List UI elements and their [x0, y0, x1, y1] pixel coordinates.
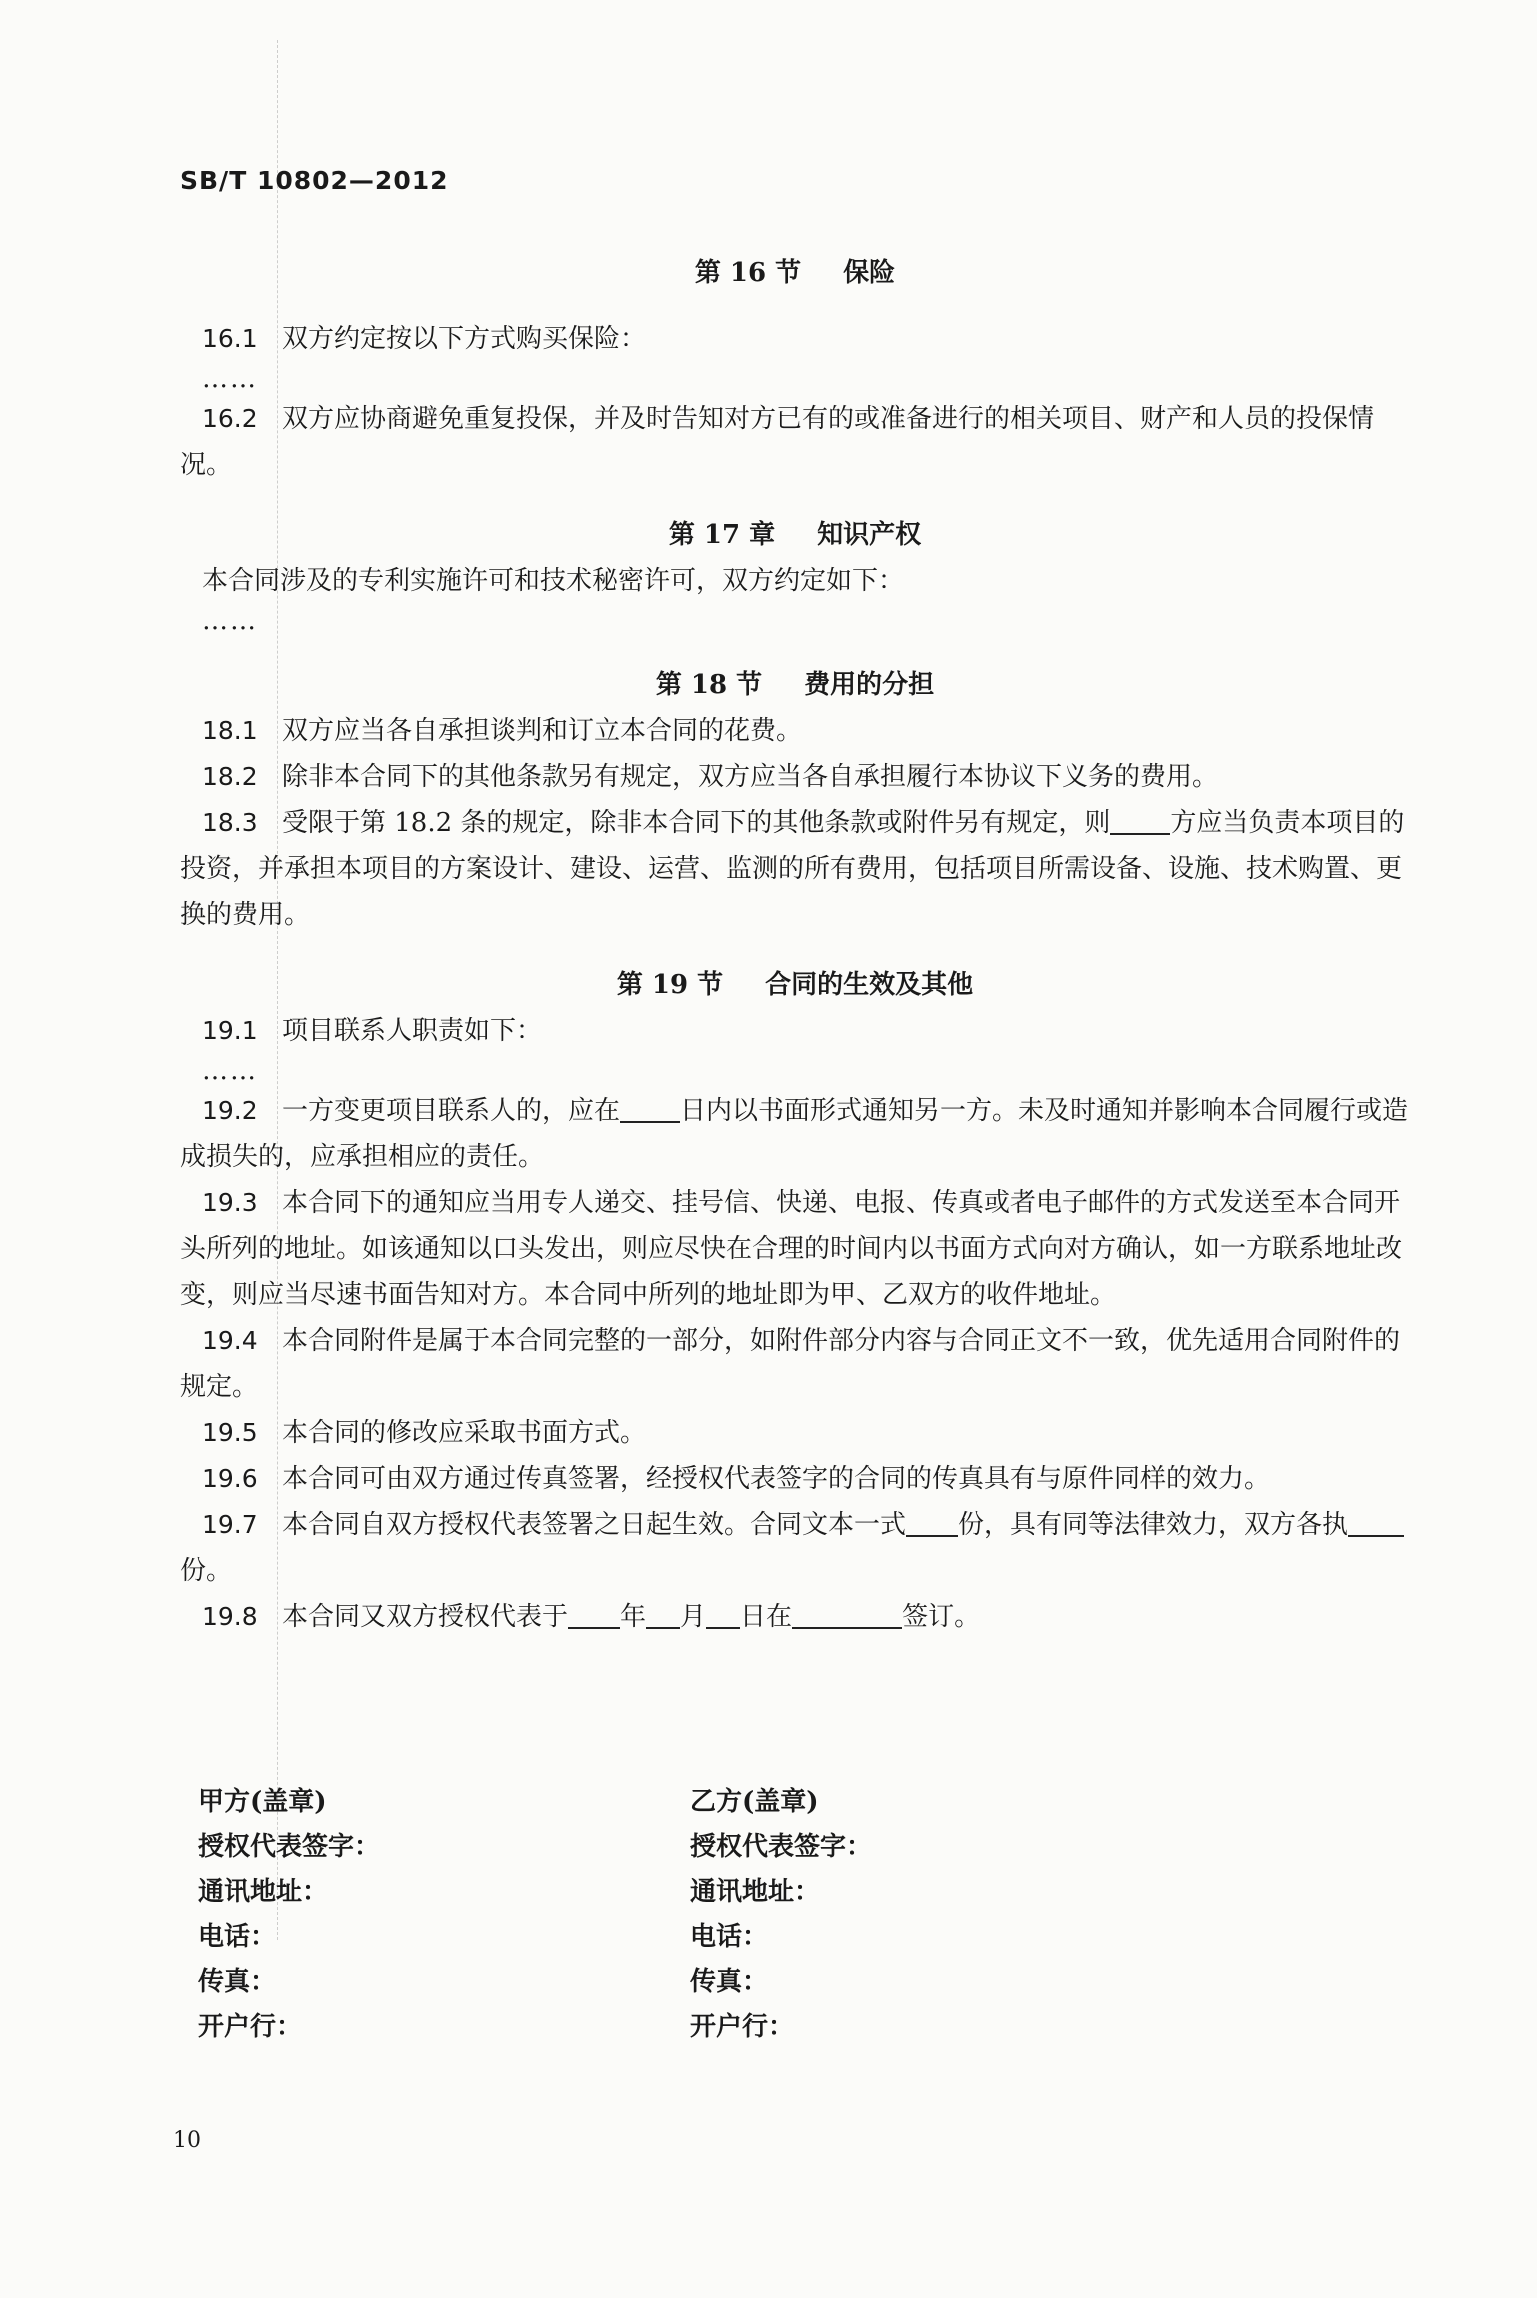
section-16-heading: [180, 250, 1410, 296]
ellipsis: ……: [202, 1056, 258, 1086]
party-b-seal: 乙方(盖章): [690, 1787, 819, 1817]
party-a-bank: 开户行：: [198, 2012, 303, 2042]
fill-blank: [1348, 1509, 1404, 1537]
ellipsis: ……: [202, 364, 258, 394]
section-number: 第 17 章: [668, 520, 776, 550]
clause-text: 一方变更项目联系人的，应在: [282, 1096, 621, 1126]
section-18-heading: [180, 662, 1410, 708]
clause-text: 本合同自双方授权代表签署之日起生效。合同文本一式: [282, 1510, 907, 1540]
section-17-intro: 本合同涉及的专利实施许可和技术秘密许可，双方约定如下：: [202, 566, 905, 596]
page-number: 10: [173, 2128, 201, 2153]
clause-text: 双方约定按以下方式购买保险：: [282, 324, 647, 354]
clause-number: 19.7: [202, 1510, 258, 1539]
clause-16-1: [180, 316, 1410, 362]
clause-text: 除非本合同下的其他条款另有规定，双方应当各自承担履行本协议下义务的费用。: [282, 762, 1219, 792]
party-a-fax: 传真：: [198, 1967, 277, 1997]
section-number: 第 18 节: [655, 670, 763, 700]
clause-text: 月: [680, 1602, 707, 1632]
section-number: 第 19 节: [616, 970, 724, 1000]
clause-number: 16.2: [202, 404, 258, 433]
clause-19-6: [180, 1456, 1410, 1502]
clause-18-1: [180, 708, 1410, 754]
fill-blank: [792, 1601, 902, 1629]
clause-18-2: [180, 754, 1410, 800]
clause-19-4: [180, 1318, 1410, 1410]
clause-19-1: [180, 1008, 1410, 1054]
clause-text: 本合同又双方授权代表于: [282, 1602, 569, 1632]
clause-19-2: [180, 1088, 1410, 1180]
party-b-address: 通讯地址：: [690, 1877, 821, 1907]
clause-18-3: [180, 800, 1410, 938]
section-19-heading: [180, 962, 1410, 1008]
clause-text: 项目联系人职责如下：: [282, 1016, 543, 1046]
party-b-fax: 传真：: [690, 1967, 769, 1997]
clause-number: 19.2: [202, 1096, 258, 1125]
clause-number: 18.1: [202, 716, 258, 745]
party-a-phone: 电话：: [198, 1922, 277, 1952]
section-title: 知识产权: [817, 520, 922, 550]
ellipsis: ……: [202, 606, 258, 636]
party-a-block: [198, 1780, 658, 2050]
clause-number: 19.1: [202, 1016, 258, 1045]
clause-19-7: [180, 1502, 1410, 1594]
clause-text: 方应当负责本项目的投资，并承担本项目的方案设计、建设、运营、监测的所有费用，包括项目所需设备、设施、技术购置、更换的费用。: [180, 808, 1405, 930]
fill-blank: [906, 1509, 958, 1537]
clause-text: 份。: [180, 1556, 233, 1586]
standard-number: SB/T 10802—2012: [180, 166, 449, 195]
clause-text: 年: [620, 1602, 647, 1632]
clause-number: 19.6: [202, 1464, 258, 1493]
fill-blank: [568, 1601, 620, 1629]
clause-number: 19.4: [202, 1326, 258, 1355]
document-body: [180, 250, 1410, 1640]
party-b-phone: 电话：: [690, 1922, 769, 1952]
clause-text: 份，具有同等法律效力，双方各执: [958, 1510, 1349, 1540]
clause-text: 双方应协商避免重复投保，并及时告知对方已有的或准备进行的相关项目、财产和人员的投保情况。: [180, 404, 1375, 480]
clause-text: 日在: [740, 1602, 793, 1632]
fill-blank: [646, 1601, 680, 1629]
clause-19-5: [180, 1410, 1410, 1456]
party-b-bank: 开户行：: [690, 2012, 795, 2042]
clause-number: 19.8: [202, 1602, 258, 1631]
clause-number: 18.2: [202, 762, 258, 791]
party-a-address: 通讯地址：: [198, 1877, 329, 1907]
clause-text: 日内以书面形式通知另一方。未及时通知并影响本合同履行或造成损失的，应承担相应的责任。: [180, 1096, 1409, 1172]
clause-text: 本合同附件是属于本合同完整的一部分，如附件部分内容与合同正文不一致，优先适用合同附件的规定。: [180, 1326, 1401, 1402]
fill-blank: [620, 1095, 680, 1123]
clause-text: 本合同的修改应采取书面方式。: [282, 1418, 647, 1448]
section-title: 合同的生效及其他: [765, 970, 974, 1000]
section-number: 第 16 节: [694, 258, 802, 288]
clause-19-3: [180, 1180, 1410, 1318]
party-a-seal: 甲方(盖章): [198, 1787, 327, 1817]
clause-number: 19.3: [202, 1188, 258, 1217]
clause-text: 本合同可由双方通过传真签署，经授权代表签字的合同的传真具有与原件同样的效力。: [282, 1464, 1271, 1494]
section-title: 费用的分担: [804, 670, 935, 700]
clause-number: 16.1: [202, 324, 258, 353]
clause-text: 双方应当各自承担谈判和订立本合同的花费。: [282, 716, 803, 746]
clause-number: 19.5: [202, 1418, 258, 1447]
clause-text: 签订。: [902, 1602, 981, 1632]
clause-text: 本合同下的通知应当用专人递交、挂号信、快递、电报、传真或者电子邮件的方式发送至本合同开头所列的地址。如该通知以口头发出，则应尽快在合理的时间内以书面方式向对方确认，如一方联系地址改变，则应当尽速书面告知对方。本合同中所列的地址即为甲、乙双方的收件地址。: [180, 1188, 1403, 1310]
fill-blank: [1110, 807, 1170, 835]
party-b-block: [690, 1780, 1150, 2050]
clause-text: 受限于第 18.2 条的规定，除非本合同下的其他条款或附件另有规定，则: [282, 808, 1111, 838]
section-17-heading: [180, 512, 1410, 558]
party-b-signature: 授权代表签字：: [690, 1832, 873, 1862]
party-a-signature: 授权代表签字：: [198, 1832, 381, 1862]
fill-blank: [706, 1601, 740, 1629]
clause-19-8: [180, 1594, 1410, 1640]
clause-number: 18.3: [202, 808, 258, 837]
section-title: 保险: [843, 258, 896, 288]
clause-16-2: [180, 396, 1410, 488]
